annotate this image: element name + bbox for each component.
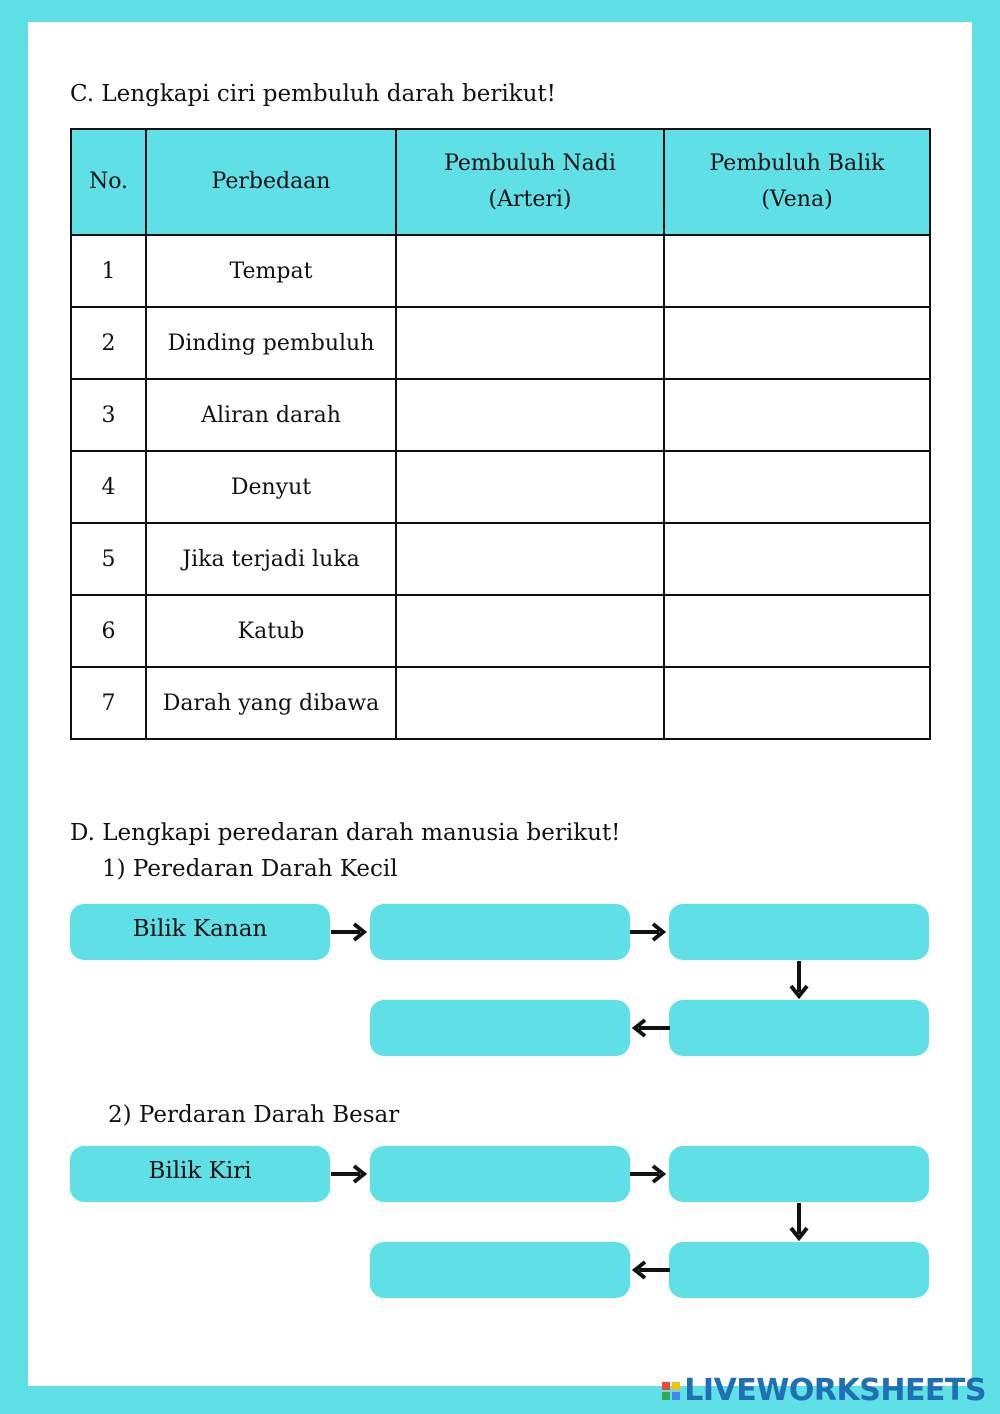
vein-answer-cell[interactable] — [664, 523, 930, 595]
table-row — [71, 379, 930, 451]
row-number: 4 — [71, 451, 146, 523]
header-vein-line1: Pembuluh Balik — [709, 151, 885, 176]
start-box-left-ventricle: Bilik Kiri — [70, 1146, 330, 1202]
row-number: 2 — [71, 307, 146, 379]
vein-answer-cell[interactable] — [664, 595, 930, 667]
header-difference: Perbedaan — [146, 129, 396, 235]
start-box-right-ventricle: Bilik Kanan — [70, 904, 330, 960]
small-circulation-answer-box-4[interactable] — [370, 1000, 630, 1056]
artery-answer-cell[interactable] — [396, 523, 664, 595]
row-label: Katub — [146, 595, 396, 667]
artery-answer-cell[interactable] — [396, 235, 664, 307]
arrow-right-icon — [330, 920, 370, 944]
logo-mark-icon — [662, 1382, 680, 1400]
table-header-row — [71, 129, 930, 235]
header-vein — [664, 129, 930, 235]
blood-vessel-table — [70, 128, 931, 740]
header-artery-line1: Pembuluh Nadi — [444, 151, 616, 176]
arrow-left-icon — [631, 1016, 671, 1040]
vein-answer-cell[interactable] — [664, 379, 930, 451]
header-artery-line2: (Arteri) — [488, 187, 572, 212]
vein-answer-cell[interactable] — [664, 235, 930, 307]
table-row — [71, 307, 930, 379]
row-label: Dinding pembuluh — [146, 307, 396, 379]
artery-answer-cell[interactable] — [396, 595, 664, 667]
logo-square-blue — [672, 1392, 680, 1400]
vein-answer-cell[interactable] — [664, 667, 930, 739]
header-vein-line2: (Vena) — [761, 187, 833, 212]
arrow-left-icon — [631, 1258, 671, 1282]
arrow-right-icon — [629, 1162, 669, 1186]
header-no: No. — [71, 129, 146, 235]
logo-square-yellow — [672, 1382, 680, 1390]
table-row — [71, 235, 930, 307]
large-circulation-answer-box-4[interactable] — [370, 1242, 630, 1298]
vein-answer-cell[interactable] — [664, 451, 930, 523]
arrow-right-icon — [330, 1162, 370, 1186]
header-artery — [396, 129, 664, 235]
row-number: 6 — [71, 595, 146, 667]
artery-answer-cell[interactable] — [396, 379, 664, 451]
row-number: 3 — [71, 379, 146, 451]
logo-text: LIVEWORKSHEETS — [684, 1373, 986, 1408]
worksheet-page — [28, 22, 972, 1386]
artery-answer-cell[interactable] — [396, 307, 664, 379]
logo-square-green — [662, 1392, 670, 1400]
small-circulation-answer-box-1[interactable] — [370, 904, 630, 960]
row-number: 1 — [71, 235, 146, 307]
liveworksheets-logo — [662, 1373, 986, 1408]
large-circulation-answer-box-3[interactable] — [669, 1242, 929, 1298]
table-row — [71, 667, 930, 739]
row-label: Aliran darah — [146, 379, 396, 451]
row-label: Denyut — [146, 451, 396, 523]
row-label: Jika terjadi luka — [146, 523, 396, 595]
row-label: Tempat — [146, 235, 396, 307]
small-circulation-answer-box-3[interactable] — [669, 1000, 929, 1056]
table-row — [71, 523, 930, 595]
row-label: Darah yang dibawa — [146, 667, 396, 739]
arrow-down-icon — [787, 1202, 811, 1244]
artery-answer-cell[interactable] — [396, 451, 664, 523]
large-circulation-answer-box-1[interactable] — [370, 1146, 630, 1202]
row-number: 5 — [71, 523, 146, 595]
artery-answer-cell[interactable] — [396, 667, 664, 739]
arrow-down-icon — [787, 960, 811, 1002]
logo-square-red — [662, 1382, 670, 1390]
section-c-title: C. Lengkapi ciri pembuluh darah berikut! — [70, 81, 556, 107]
large-circulation-answer-box-2[interactable] — [669, 1146, 929, 1202]
large-circulation-title: 2) Perdaran Darah Besar — [108, 1102, 400, 1128]
row-number: 7 — [71, 667, 146, 739]
small-circulation-title: 1) Peredaran Darah Kecil — [102, 856, 398, 882]
table-row — [71, 451, 930, 523]
table-row — [71, 595, 930, 667]
vein-answer-cell[interactable] — [664, 307, 930, 379]
small-circulation-answer-box-2[interactable] — [669, 904, 929, 960]
arrow-right-icon — [629, 920, 669, 944]
section-d-title: D. Lengkapi peredaran darah manusia berikut! — [70, 820, 621, 846]
